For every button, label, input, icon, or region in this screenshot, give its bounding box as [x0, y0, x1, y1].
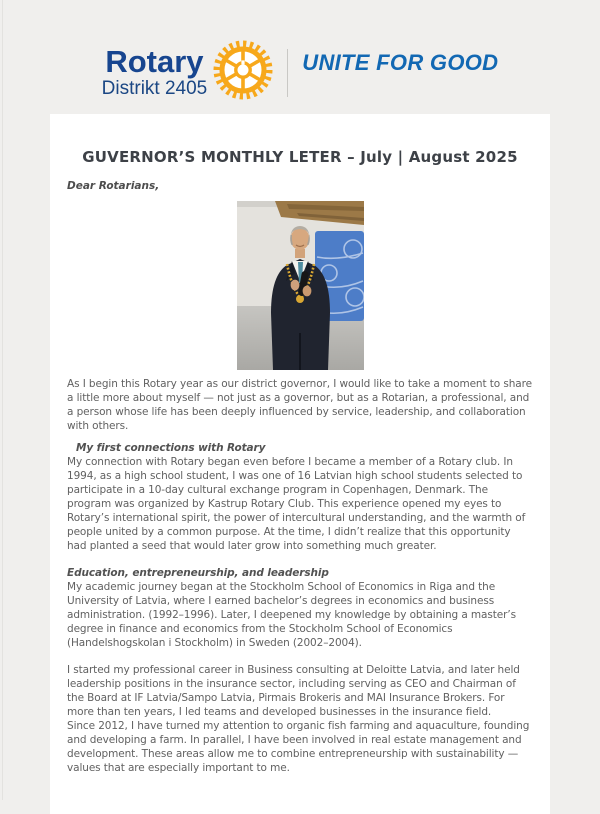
newsletter-header	[0, 0, 600, 114]
governor-photo-illustration	[237, 201, 364, 370]
section-heading: Education, entrepreneurship, and leadership	[67, 567, 329, 579]
rotary-wheel-icon	[211, 38, 275, 102]
letter-paragraph: My academic journey began at the Stockholm School of Economics in Riga and the University of Latvia, where I earned bachelor’s degrees in economics and business administration. (1992–1996). Later, I deepened my knowledge by obtaining a master’s degree in finance and economics from the Stockholm School of Economics (Handelshogskolan i Stockholm) in Sweden (2002–2004).	[67, 581, 516, 649]
rotary-logo	[102, 44, 499, 102]
rotary-brand-block	[102, 46, 208, 100]
letter-paragraph: As I begin this Rotary year as our district governor, I would like to take a moment to share a little more about myself — not just as a governor, but as a Rotarian, a professional, and a person whose life has been deeply influenced by service, leadership, and collaboration with others.	[67, 378, 532, 432]
letter-paragraph: My connection with Rotary began even before I became a member of a Rotary club. In 1994, as a high school student, I was one of 16 Latvian high school students selected to participate in a 10-day cultural exchange program in Copenhagen, Denmark. The program was organized by Kastrup Rotary Club. This experience opened my eyes to Rotary’s international spirit, the power of intercultural understanding, and the warmth of people united by a common purpose. At the time, I didn’t realize that this opportunity had planted a seed that would later grow into something much greater.	[67, 456, 526, 552]
rotary-district-label: Distrikt 2405	[101, 78, 208, 99]
newsletter-card	[50, 114, 550, 814]
letter-salutation: Dear Rotarians,	[67, 180, 160, 192]
letter-paragraph: I started my professional career in Business consulting at Deloitte Latvia, and later held leadership positions in the insurance sector, including serving as CEO and Chairman of the Board at IF Latvia/Sampo Latvia, Pirmais Brokeris and MAI Insurance Brokers. For more than ten years, I led teams and developed businesses in the insurance field.	[67, 664, 520, 718]
section-heading: My first connections with Rotary	[76, 442, 266, 454]
letter-paragraph: Since 2012, I have turned my attention to organic fish farming and aquaculture, founding and developing a farm. In parallel, I have been involved in real estate management and development. These areas allow me to combine entrepreneurship with sustainability — values that are especially important to me.	[67, 720, 530, 774]
rotary-brand-name: Rotary	[105, 44, 204, 79]
letter-title: GUVERNOR’S MONTHLY LETER – July | August 2025	[82, 148, 518, 166]
letter-body	[67, 377, 533, 775]
governor-photo	[237, 201, 364, 370]
logo-divider	[287, 49, 288, 97]
rotary-tagline: UNITE FOR GOOD	[302, 50, 499, 75]
